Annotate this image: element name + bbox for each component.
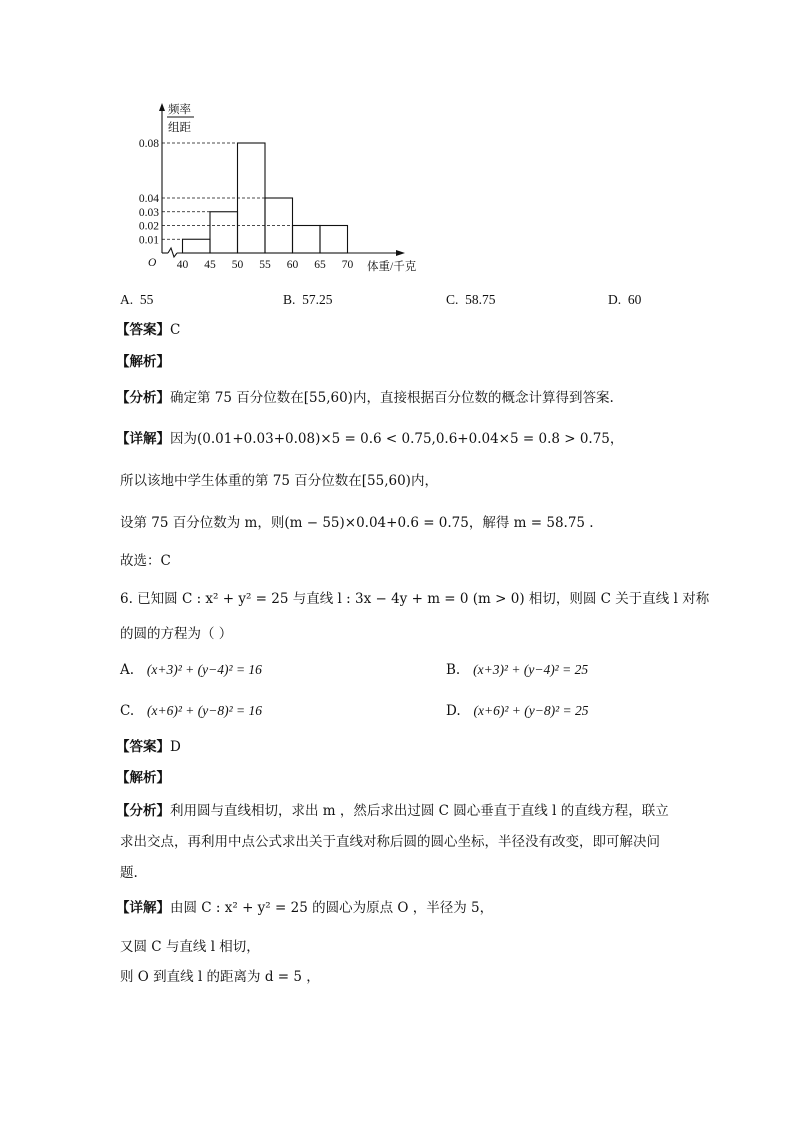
x-tick-label: 70 — [341, 259, 354, 271]
y-tick-label: 0.03 — [138, 206, 159, 219]
detail-text: 由圆 C : x² + y² = 25 的圆心为原点 O ，半径为 5， — [170, 900, 494, 916]
q6-fenxi-1 — [116, 802, 669, 820]
histogram-bar — [320, 226, 348, 254]
detail-text: 因为(0.01+0.03+0.08)×5 = 0.6 < 0.75,0.6+0.04×5 = 0.8 > 0.75， — [170, 431, 624, 447]
y-tick-label: 0.08 — [138, 138, 159, 150]
q6-detail-3: 则 O 到直线 l 的距离为 d = 5 ， — [120, 969, 320, 985]
option-label: C. — [120, 703, 135, 719]
q5-option-a — [120, 291, 153, 309]
q6-detail-2: 又圆 C 与直线 l 相切， — [120, 939, 260, 955]
xiangjie-tag: 【详解】 — [116, 431, 170, 447]
option-label: B. — [283, 292, 296, 307]
x-axis-break — [168, 248, 177, 257]
x-tick-label: 50 — [231, 259, 244, 271]
fenxi-tag: 【分析】 — [116, 390, 170, 406]
y-tick-label: 0.01 — [138, 234, 159, 247]
origin-label: O — [148, 257, 157, 269]
option-label: D. — [608, 292, 622, 307]
answer-tag: 【答案】 — [116, 739, 170, 755]
q5-option-b — [283, 291, 333, 309]
y-label-top: 频率 — [168, 104, 191, 116]
y-axis-arrow — [159, 103, 165, 111]
option-label: C. — [446, 292, 459, 307]
option-text: 58.75 — [465, 292, 496, 307]
y-tick-label: 0.04 — [138, 193, 159, 205]
histogram-bar — [293, 226, 321, 254]
fenxi-text: 利用圆与直线相切，求出 m ，然后求出过圆 C 圆心垂直于直线 l 的直线方程，联立 — [170, 803, 669, 819]
y-tick-label: 0.02 — [138, 220, 159, 233]
histogram-bar — [183, 239, 211, 253]
q6-option-b — [446, 661, 588, 679]
x-tick-label: 45 — [204, 259, 216, 271]
q6-option-c — [120, 702, 262, 720]
x-tick-label: 55 — [259, 259, 271, 271]
option-text: (x+3)² + (y−4)² = 16 — [146, 662, 262, 677]
q5-fenxi — [116, 389, 614, 407]
option-text: (x+6)² + (y−8)² = 25 — [473, 703, 589, 718]
answer-tag: 【答案】 — [116, 322, 170, 338]
q6-jiexi-tag: 【解析】 — [116, 770, 170, 786]
histogram-chart — [120, 95, 450, 285]
option-label: B. — [446, 662, 461, 678]
option-label: A. — [120, 662, 135, 678]
x-tick-label: 65 — [314, 259, 326, 271]
option-text: (x+6)² + (y−8)² = 16 — [147, 703, 263, 718]
histogram-bar — [210, 212, 238, 253]
option-text: (x+3)² + (y−4)² = 25 — [473, 662, 589, 677]
q5-detail-2: 所以该地中学生体重的第 75 百分位数在[55,60)内， — [120, 473, 438, 489]
q6-option-d — [446, 702, 589, 720]
option-text: 57.25 — [302, 292, 333, 307]
fenxi-text: 确定第 75 百分位数在[55,60)内，直接根据百分位数的概念计算得到答案. — [170, 390, 614, 406]
option-label: D. — [446, 703, 461, 719]
q6-fenxi-2: 求出交点，再利用中点公式求出关于直线对称后圆的圆心坐标，半径没有改变，即可解决问 — [120, 834, 660, 850]
option-text: 55 — [139, 292, 154, 307]
q6-answer — [116, 738, 181, 756]
x-axis-arrow — [396, 250, 405, 256]
q5-answer — [116, 321, 180, 339]
option-text: 60 — [627, 292, 642, 307]
x-tick-label: 40 — [176, 259, 189, 271]
q6-stem-2: 的圆的方程为（ ） — [120, 626, 233, 642]
q5-option-d — [608, 291, 641, 309]
q5-detail-3: 设第 75 百分位数为 m，则(m − 55)×0.04+0.6 = 0.75，解得 m = 58.75 . — [120, 515, 594, 531]
x-tick-label: 60 — [286, 259, 299, 271]
option-label: A. — [120, 292, 134, 307]
q6-detail-1 — [116, 899, 493, 917]
xiangjie-tag: 【详解】 — [116, 900, 170, 916]
q5-jiexi-tag: 【解析】 — [116, 354, 170, 370]
q6-stem-1: 6. 已知圆 C : x² + y² = 25 与直线 l : 3x − 4y + m = 0 (m > 0) 相切，则圆 C 关于直线 l 对称 — [120, 591, 710, 607]
q5-option-c — [446, 291, 496, 309]
answer-value: D — [170, 739, 181, 755]
y-label-bottom: 组距 — [168, 122, 191, 134]
histogram-bar — [238, 143, 266, 253]
q6-fenxi-3: 题. — [120, 865, 138, 881]
q6-option-a — [120, 661, 262, 679]
q5-detail-1 — [116, 430, 623, 448]
fenxi-tag: 【分析】 — [116, 803, 170, 819]
answer-value: C — [170, 322, 181, 338]
x-axis-label: 体重/千克 — [367, 261, 417, 273]
q5-conclusion: 故选：C — [120, 553, 171, 569]
